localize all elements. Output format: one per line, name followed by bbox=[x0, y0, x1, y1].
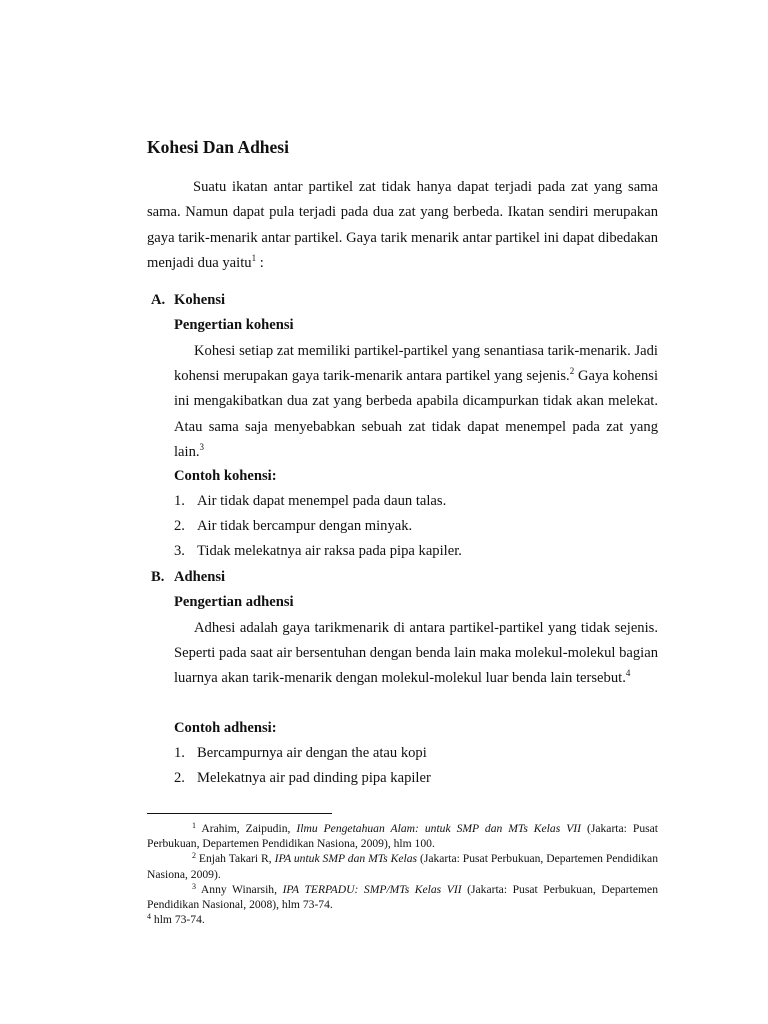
intro-paragraph bbox=[147, 175, 658, 276]
footnotes bbox=[147, 821, 658, 927]
list-item-number: 3. bbox=[174, 543, 185, 559]
list-item bbox=[174, 543, 462, 560]
section-a-text-1: Kohesi setiap zat memiliki partikel-partikel yang senantiasa tarik-menarik. Jadi kohensi merupakan gaya tarik-menarik antara partikel yang sejenis. bbox=[174, 343, 658, 385]
footnote-1 bbox=[147, 821, 658, 851]
footnote-book-title: IPA TERPADU: SMP/MTs Kelas VII bbox=[282, 882, 462, 896]
footnote-text: (Jakarta: Pusat Perbukuan, Departemen Pendidikan Nasiona, 2009), hlm 100. bbox=[147, 822, 658, 851]
section-a-letter: A. bbox=[151, 292, 166, 308]
intro-tail: : bbox=[256, 254, 264, 271]
footnote-text: hlm 73-74. bbox=[151, 913, 205, 927]
list-item bbox=[174, 518, 412, 535]
footnote-text: Enjah Takari R, bbox=[196, 852, 275, 866]
section-a-examples-heading: Contoh kohensi: bbox=[174, 468, 277, 484]
list-item-number: 2. bbox=[174, 518, 185, 534]
list-item-text: Bercampurnya air dengan the atau kopi bbox=[197, 745, 427, 761]
footnote-text: Anny Winarsih, bbox=[196, 882, 283, 896]
list-item-text: Air tidak dapat menempel pada daun talas. bbox=[197, 493, 447, 509]
section-a-title: Kohensi bbox=[174, 292, 226, 308]
list-item bbox=[174, 745, 427, 762]
section-b-heading bbox=[151, 569, 225, 586]
footnote-ref-4[interactable]: 4 bbox=[625, 668, 631, 679]
footnote-number: 3 bbox=[192, 881, 196, 891]
footnote-book-title: IPA untuk SMP dan MTs Kelas bbox=[274, 852, 418, 866]
footnote-divider bbox=[147, 813, 332, 814]
section-b-paragraph bbox=[174, 616, 658, 692]
section-b-title: Adhensi bbox=[174, 569, 226, 585]
footnote-text: (Jakarta: Pusat Perbukuan, Departemen Pendidikan Nasiona, 2009). bbox=[147, 852, 659, 881]
footnote-book-title: Ilmu Pengetahuan Alam: untuk SMP dan MTs Kelas VII bbox=[296, 822, 581, 835]
list-item-text: Melekatnya air pad dinding pipa kapiler bbox=[197, 770, 431, 786]
footnote-3 bbox=[147, 882, 658, 912]
page-title: Kohesi Dan Adhesi bbox=[147, 137, 289, 157]
section-b-letter: B. bbox=[151, 569, 165, 585]
list-item-number: 1. bbox=[174, 493, 185, 509]
section-a-heading bbox=[151, 292, 225, 309]
section-a-text-2: Gaya kohensi ini mengakibatkan dua zat yang berbeda apabila dicampurkan tidak akan melekat. Atau sama saja menyebabkan sebuah zat tidak dapat menempel pada zat yang lain. bbox=[174, 368, 658, 460]
footnote-text: (Jakarta: Pusat Perbukuan, Departemen Pendidikan Nasional, 2008), hlm 73-74. bbox=[147, 882, 658, 912]
list-item bbox=[174, 770, 431, 787]
section-b-subheading: Pengertian adhensi bbox=[174, 594, 294, 610]
section-a-subheading: Pengertian kohensi bbox=[174, 317, 294, 333]
footnote-number: 1 bbox=[192, 821, 196, 830]
section-b-text: Adhesi adalah gaya tarikmenarik di antara partikel-partikel yang tidak sejenis. Seperti pada saat air bersentuhan dengan benda lain maka molekul-molekul bagian luarnya akan tarik-menarik dengan molekul-molekul luar benda lain tersebut. bbox=[174, 620, 658, 687]
section-a-paragraph bbox=[174, 339, 658, 465]
list-item-number: 1. bbox=[174, 745, 185, 761]
footnote-ref-3[interactable]: 3 bbox=[199, 441, 205, 452]
footnote-ref-1[interactable]: 1 bbox=[251, 252, 257, 263]
footnote-ref-2[interactable]: 2 bbox=[569, 366, 575, 377]
footnote-number: 2 bbox=[192, 851, 196, 861]
footnote-2 bbox=[147, 851, 658, 881]
intro-text: Suatu ikatan antar partikel zat tidak hanya dapat terjadi pada zat yang sama sama. Namun dapat pula terjadi pada dua zat yang berbeda. Ikatan sendiri merupakan gaya tarik-menarik antar partikel. Gaya tarik menarik antar partikel ini dapat dibedakan menjadi dua yaitu bbox=[147, 179, 658, 271]
footnote-text: Arahim, Zaipudin, bbox=[196, 822, 297, 835]
list-item-text: Tidak melekatnya air raksa pada pipa kapiler. bbox=[197, 543, 462, 559]
section-b-examples-heading: Contoh adhensi: bbox=[174, 720, 277, 736]
list-item-number: 2. bbox=[174, 770, 185, 786]
list-item bbox=[174, 493, 446, 510]
list-item-text: Air tidak bercampur dengan minyak. bbox=[197, 518, 413, 534]
footnote-number: 4 bbox=[147, 912, 151, 922]
footnote-4 bbox=[147, 912, 658, 927]
